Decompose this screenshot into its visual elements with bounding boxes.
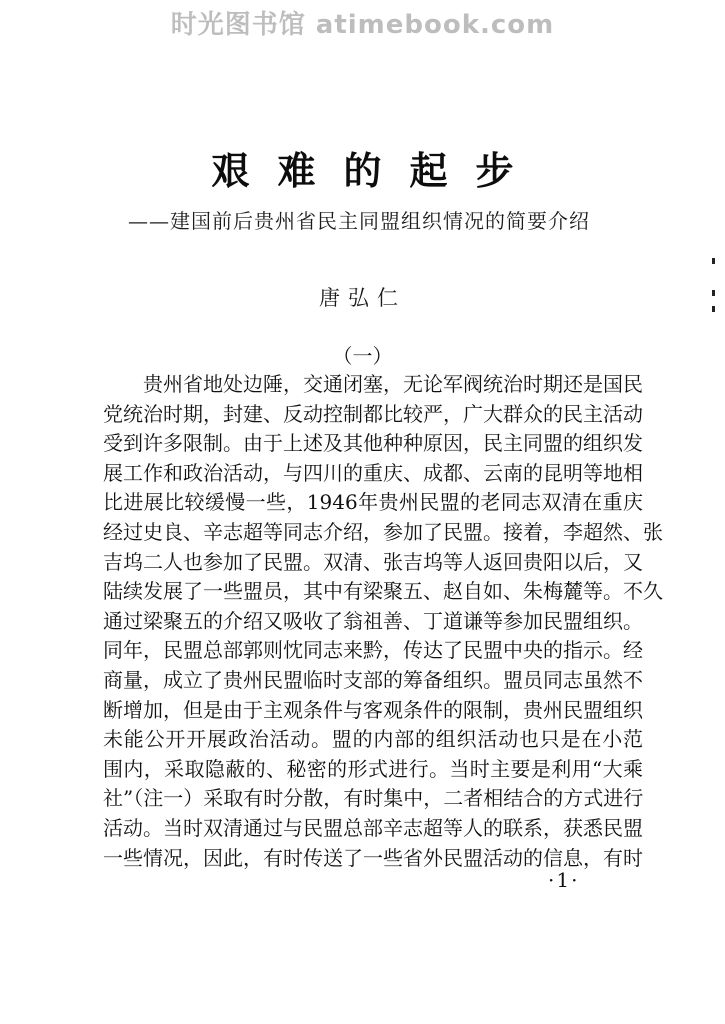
section-number: （一） <box>332 344 393 368</box>
body-line: 党统治时期，封建、反动控制都比较严，广大群众的民主活动 <box>103 401 643 426</box>
body-line: 同年，民盟总部郭则忱同志来黔，传达了民盟中央的指示。经 <box>103 638 643 663</box>
body-line: 吉坞二人也参加了民盟。双清、张吉坞等人返回贵阳以后，又 <box>103 549 643 574</box>
watermark: 时光图书馆 atimebook.com <box>170 10 555 40</box>
body-line: 一些情况，因此，有时传送了一些省外民盟活动的信息，有时 <box>103 845 643 870</box>
scan-mark <box>712 290 715 296</box>
page-number: ·1· <box>548 868 580 892</box>
body-text <box>103 370 663 873</box>
body-line: 陆续发展了一些盟员，其中有梁聚五、赵自如、朱梅麓等。不久 <box>103 579 663 604</box>
body-line: 围内，采取隐蔽的、秘密的形式进行。当时主要是利用“大乘 <box>103 756 643 781</box>
body-line: 展工作和政治活动，与四川的重庆、成都、云南的昆明等地相 <box>103 460 643 485</box>
body-line: 活动。当时双清通过与民盟总部辛志超等人的联系，获悉民盟 <box>103 815 643 840</box>
body-line: 断增加，但是由于主观条件与客观条件的限制，贵州民盟组织 <box>103 697 643 722</box>
scan-mark <box>712 258 715 264</box>
body-line: 受到许多限制。由于上述及其他种种原因，民主同盟的组织发 <box>103 431 643 456</box>
scan-mark <box>712 306 715 312</box>
body-line: 比进展比较缓慢一些，1946年贵州民盟的老同志双清在重庆 <box>103 490 643 515</box>
body-line: 未能公开开展政治活动。盟的内部的组织活动也只是在小范 <box>103 727 643 752</box>
body-line: 社”（注一）采取有时分散，有时集中，二者相结合的方式进行 <box>103 786 644 811</box>
article-subtitle: ——建国前后贵州省民主同盟组织情况的简要介绍 <box>128 209 590 233</box>
body-line: 经过史良、辛志超等同志介绍，参加了民盟。接着，李超然、张 <box>103 519 663 544</box>
article-title: 艰难的起步 <box>211 148 542 193</box>
body-line: 贵州省地处边陲，交通闭塞，无论军阀统治时期还是国民 <box>143 372 643 396</box>
body-line: 商量，成立了贵州民盟临时支部的筹备组织。盟员同志虽然不 <box>103 667 643 692</box>
author-name: 唐弘仁 <box>319 286 406 310</box>
body-line: 通过梁聚五的介绍又吸收了翁祖善、丁道谦等参加民盟组织。 <box>103 608 643 633</box>
